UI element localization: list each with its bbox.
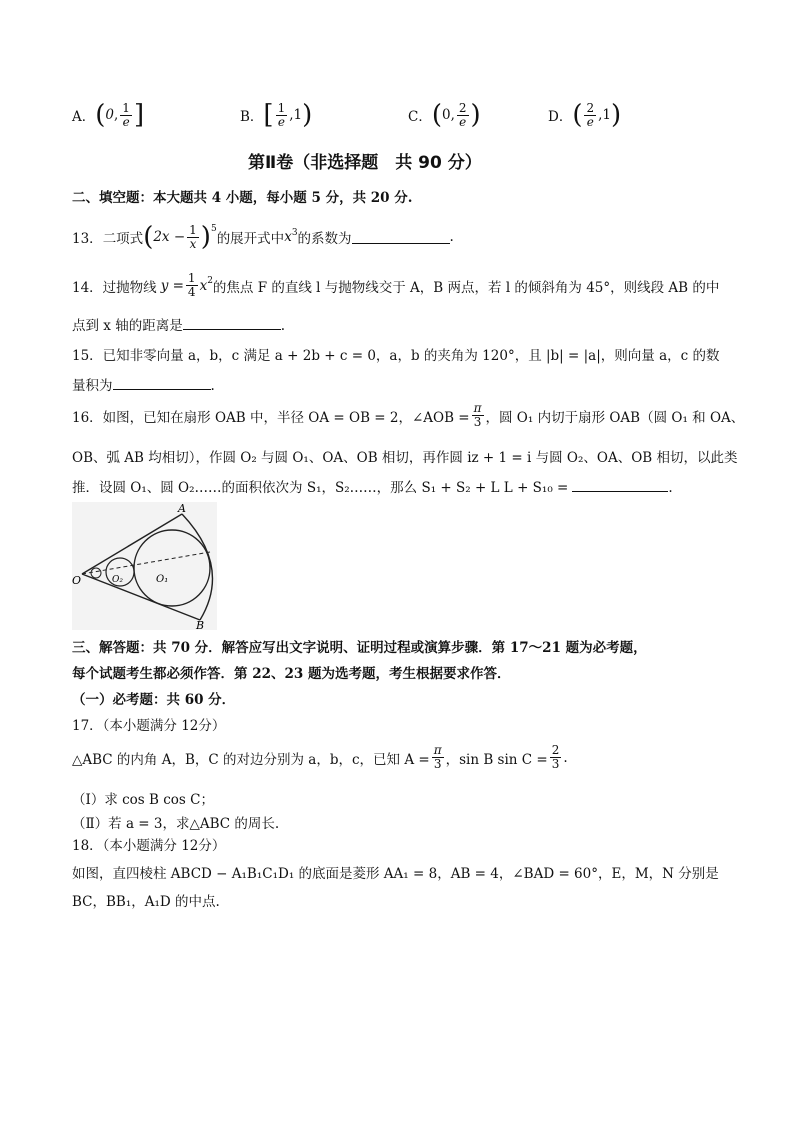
fraction: [186, 272, 198, 299]
frac-num: 2: [586, 100, 595, 115]
fraction: [276, 102, 288, 129]
required-header: （一）必考题：共 60 分．: [72, 692, 236, 708]
question-18-line2: BC，BB₁，A₁D 的中点.: [72, 894, 220, 910]
fraction: [457, 102, 469, 129]
frac-den: e: [277, 114, 285, 129]
q-text: 14．过抛物线: [72, 279, 157, 296]
paren: (: [143, 222, 154, 252]
question-16: [72, 402, 744, 429]
paren: ): [611, 100, 622, 130]
paren: [: [263, 100, 274, 130]
q-text: 二项式: [102, 231, 144, 247]
option-d: D． ( $\frac{2}{e}$ , 1 ): [548, 100, 622, 130]
q-text: 点到 x 轴的距离是: [72, 318, 183, 334]
math-term: x: [284, 229, 292, 245]
frac-den: 4: [187, 285, 196, 299]
q-text: △ABC 的内角 A，B，C 的对边分别为 a，b，c，已知 A =: [72, 751, 430, 768]
fraction: [432, 744, 444, 771]
frac-num: 2: [458, 100, 467, 115]
fraction: [550, 744, 562, 771]
exponent: 2: [207, 276, 213, 286]
fraction: [584, 102, 596, 129]
label-o1: O₁: [156, 574, 169, 585]
q-text: .: [668, 480, 673, 496]
fraction: [187, 224, 199, 251]
option-a-value: 0: [105, 107, 114, 123]
q-number: 13．: [72, 231, 103, 247]
exponent: 5: [210, 224, 217, 234]
paren: ): [470, 100, 481, 130]
q-text: ，圆 O₁ 内切于扇形 OAB（圆 O₁ 和 OA、: [485, 409, 745, 426]
math-expr: 2x −: [153, 229, 186, 245]
q17-part2: （Ⅱ）若 a = 3，求△ABC 的周长.: [72, 816, 280, 832]
math-expr: y =: [160, 277, 184, 294]
frac-den: e: [586, 114, 594, 129]
frac-num: π: [433, 743, 442, 757]
option-b-label: B．: [240, 109, 264, 125]
frac-den: e: [122, 114, 130, 129]
frac-num: 1: [187, 271, 196, 285]
option-b: B． [ $\frac{1}{e}$ , 1 ): [240, 100, 313, 130]
question-18: 如图，直四棱柱 ABCD − A₁B₁C₁D₁ 的底面是菱形 AA₁ = 8，AB = 4，∠BAD = 60°，E，M，N 分别是: [72, 866, 719, 882]
q-text: .: [449, 229, 454, 245]
frac-den: 3: [473, 415, 482, 429]
sector-figure: [72, 502, 217, 630]
section-title: 第Ⅱ卷（非选择题 共 90 分）: [248, 153, 482, 173]
paren: ): [302, 100, 313, 130]
paren: (: [95, 100, 106, 130]
option-a-label: A．: [72, 109, 96, 125]
option-d-label: D．: [548, 109, 573, 125]
answer-blank[interactable]: [183, 317, 281, 330]
fraction: [472, 402, 484, 429]
frac-den: e: [459, 114, 467, 129]
fill-header: 二、填空题：本大题共 4 小题，每小题 5 分，共 20 分.: [72, 190, 413, 206]
label-o: O: [72, 574, 82, 587]
question-15-line2: [72, 374, 215, 394]
q-text: 量积为: [72, 378, 113, 394]
exponent: 3: [291, 228, 298, 238]
frac-num: 1: [277, 100, 286, 115]
q-text: ，sin B sin C =: [445, 751, 548, 768]
q17-part1: （Ⅰ）求 cos B cos C；: [72, 792, 214, 808]
answer-blank[interactable]: [572, 479, 668, 492]
question-17: [72, 744, 568, 771]
q-text: 16．如图，已知在扇形 OAB 中，半径 OA = OB = 2，∠AOB =: [72, 409, 470, 426]
frac-num: 2: [551, 743, 560, 757]
label-b: B: [196, 619, 205, 630]
paren: (: [431, 100, 442, 130]
solve-header-2: 每个试题考生都必须作答．第 22、23 题为选考题，考生根据要求作答．: [72, 666, 511, 682]
frac-den: 3: [433, 757, 442, 771]
option-a: A． ( 0 , $\frac{1}{e}$ ]: [72, 100, 145, 130]
paren: ]: [133, 100, 145, 130]
q17-head: 17．（本小题满分 12分）: [72, 718, 226, 734]
solve-header-1: 三、解答题：共 70 分．解答应写出文字说明、证明过程或演算步骤．第 17～21 题为必考题，: [72, 640, 647, 656]
frac-num: 1: [189, 222, 197, 237]
q-text: 的系数为: [297, 231, 352, 247]
paren: (: [572, 100, 583, 130]
q-text: 的焦点 F 的直线 l 与抛物线交于 A，B 两点，若 l 的倾斜角为 45°，则线段 AB 的中: [212, 279, 720, 296]
fraction: [120, 102, 132, 129]
question-14: [72, 272, 719, 299]
q-text: .: [280, 318, 285, 334]
option-b-value: 1: [293, 107, 303, 123]
question-16-line2: OB、弧 AB 均相切），作圆 O₂ 与圆 O₁、OA、OB 相切，再作圆 iz + 1 = i 与圆 O₂、OA、OB 相切，以此类: [72, 450, 738, 466]
frac-den: 3: [551, 757, 560, 771]
question-15: 15．已知非零向量 a，b，c 满足 a + 2b + c = 0，a，b 的夹角为 120°，且 |b| = |a|，则向量 a，c 的数: [72, 348, 720, 364]
paren: ): [200, 222, 211, 252]
option-d-value: 1: [602, 107, 612, 123]
q-text: .: [210, 378, 215, 394]
frac-num: π: [473, 401, 482, 415]
question-13: [72, 222, 454, 252]
question-16-line3: [72, 476, 673, 496]
option-c-label: C．: [408, 109, 432, 125]
question-14-line2: [72, 314, 285, 334]
label-o2: O₂: [112, 575, 123, 585]
answer-blank[interactable]: [113, 377, 211, 390]
q-text: .: [563, 749, 568, 766]
q18-head: 18．（本小题满分 12分）: [72, 838, 226, 854]
option-c-value: 0: [442, 107, 451, 123]
label-a: A: [178, 502, 186, 515]
frac-den: x: [189, 236, 197, 251]
q-text: 推．设圆 O₁、圆 O₂……的面积依次为 S₁，S₂……，那么 S₁ + S₂ + L L + S₁₀ =: [72, 480, 569, 496]
frac-num: 1: [122, 100, 130, 115]
math-term: x: [199, 277, 208, 294]
answer-blank[interactable]: [352, 231, 450, 244]
option-c: C． ( 0 , $\frac{2}{e}$ ): [408, 100, 481, 130]
q-text: 的展开式中: [216, 231, 285, 247]
